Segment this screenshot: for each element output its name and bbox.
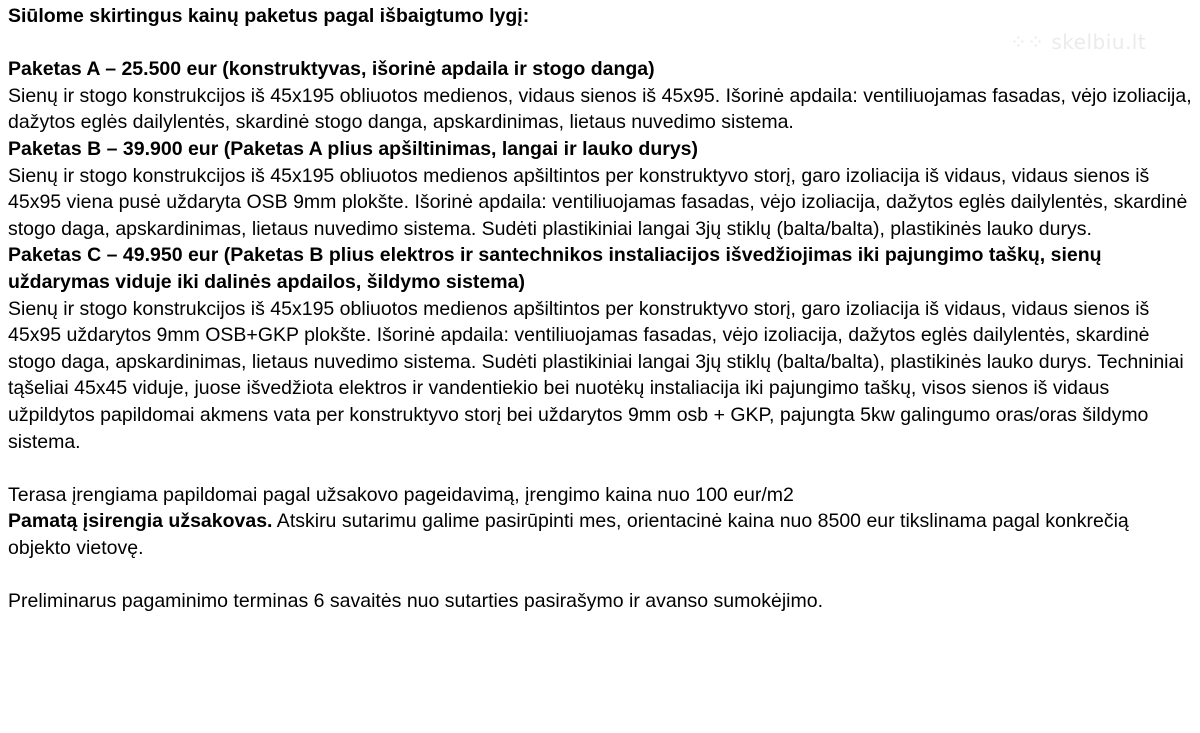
spacer bbox=[8, 30, 1192, 57]
document-body bbox=[8, 3, 1192, 615]
package-a-heading: Paketas A – 25.500 eur (konstruktyvas, išorinė apdaila ir stogo danga) bbox=[8, 58, 655, 81]
intro-heading: Siūlome skirtingus kainų paketus pagal išbaigtumo lygį: bbox=[8, 5, 530, 27]
package-c-description: Sienų ir stogo konstrukcijos iš 45x195 obliuotos medienos apšiltintos per konstruktyvo storį, garo izoliacija iš vidaus, vidaus sienos iš 45x95 uždarytos 9mm OSB+GKP plokšte. Išorinė apdaila: ventiliuojamas fasadas, vėjo izoliacija, dažytos eglės dailylentės, skardinė stogo daga, apskardinimas, lietaus nuvedimo sistema. Sudėti plastikiniai langai 3jų stiklų (balta/balta), plastikinės lauko durys. Techniniai tąšeliai 45x45 viduje, juose išvedžiota elektros ir vandentiekio bei nuotėkų instaliacija iki pajungimo taškų, visos sienos iš vidaus užpildytos papildomai akmens vata per konstruktyvo storį bei uždarytos 9mm osb + GKP, pajungta 5kw galingumo oras/oras šildymo sistema. bbox=[8, 297, 1184, 453]
spacer bbox=[8, 561, 1192, 588]
package-b-description: Sienų ir stogo konstrukcijos iš 45x195 obliuotos medienos apšiltintos per konstruktyvo storį, garo izoliacija iš vidaus, vidaus sienos iš 45x95 viena pusė uždaryta OSB 9mm plokšte. Išorinė apdaila: ventiliuojamas fasadas, vėjo izoliacija, dažytos eglės dailylentės, skardinė stogo daga, apskardinimas, lietaus nuvedimo sistema. Sudėti plastikiniai langai 3jų stiklų (balta/balta), plastikinės lauko durys. bbox=[8, 164, 1188, 240]
package-c-heading: Paketas C – 49.950 eur (Paketas B plius elektros ir santechnikos instaliacijos išvedžiojimas iki pajungimo taškų, sienų uždarymas viduje iki dalinės apdailos, šildymo sistema) bbox=[8, 244, 1102, 293]
foundation-note-rest: Atskiru sutarimu galime pasirūpinti mes, orientacinė kaina nuo 8500 eur tikslinama pagal konkrečią objekto vietovę. bbox=[8, 510, 1129, 559]
foundation-note bbox=[8, 508, 1192, 561]
package-a-description: Sienų ir stogo konstrukcijos iš 45x195 obliuotos medienos, vidaus sienos iš 45x95. Išorinė apdaila: ventiliuojamas fasadas, vėjo izoliacija, dažytos eglės dailylentės, skardinė stogo danga, apskardinimas, lietaus nuvedimo sistema. bbox=[8, 84, 1192, 134]
terrace-note: Terasa įrengiama papildomai pagal užsakovo pageidavimą, įrengimo kaina nuo 100 eur/m2 bbox=[8, 483, 794, 506]
package-b-heading: Paketas B – 39.900 eur (Paketas A plius apšiltinimas, langai ir lauko durys) bbox=[8, 137, 699, 160]
production-term: Preliminarus pagaminimo terminas 6 savaitės nuo sutarties pasirašymo ir avanso sumokėjimo. bbox=[8, 590, 824, 613]
watermark-logo: ⁘⁘ skelbiu.lt bbox=[1010, 30, 1147, 54]
spacer bbox=[8, 455, 1192, 482]
foundation-note-bold: Pamatą įsirengia užsakovas. bbox=[8, 510, 273, 533]
